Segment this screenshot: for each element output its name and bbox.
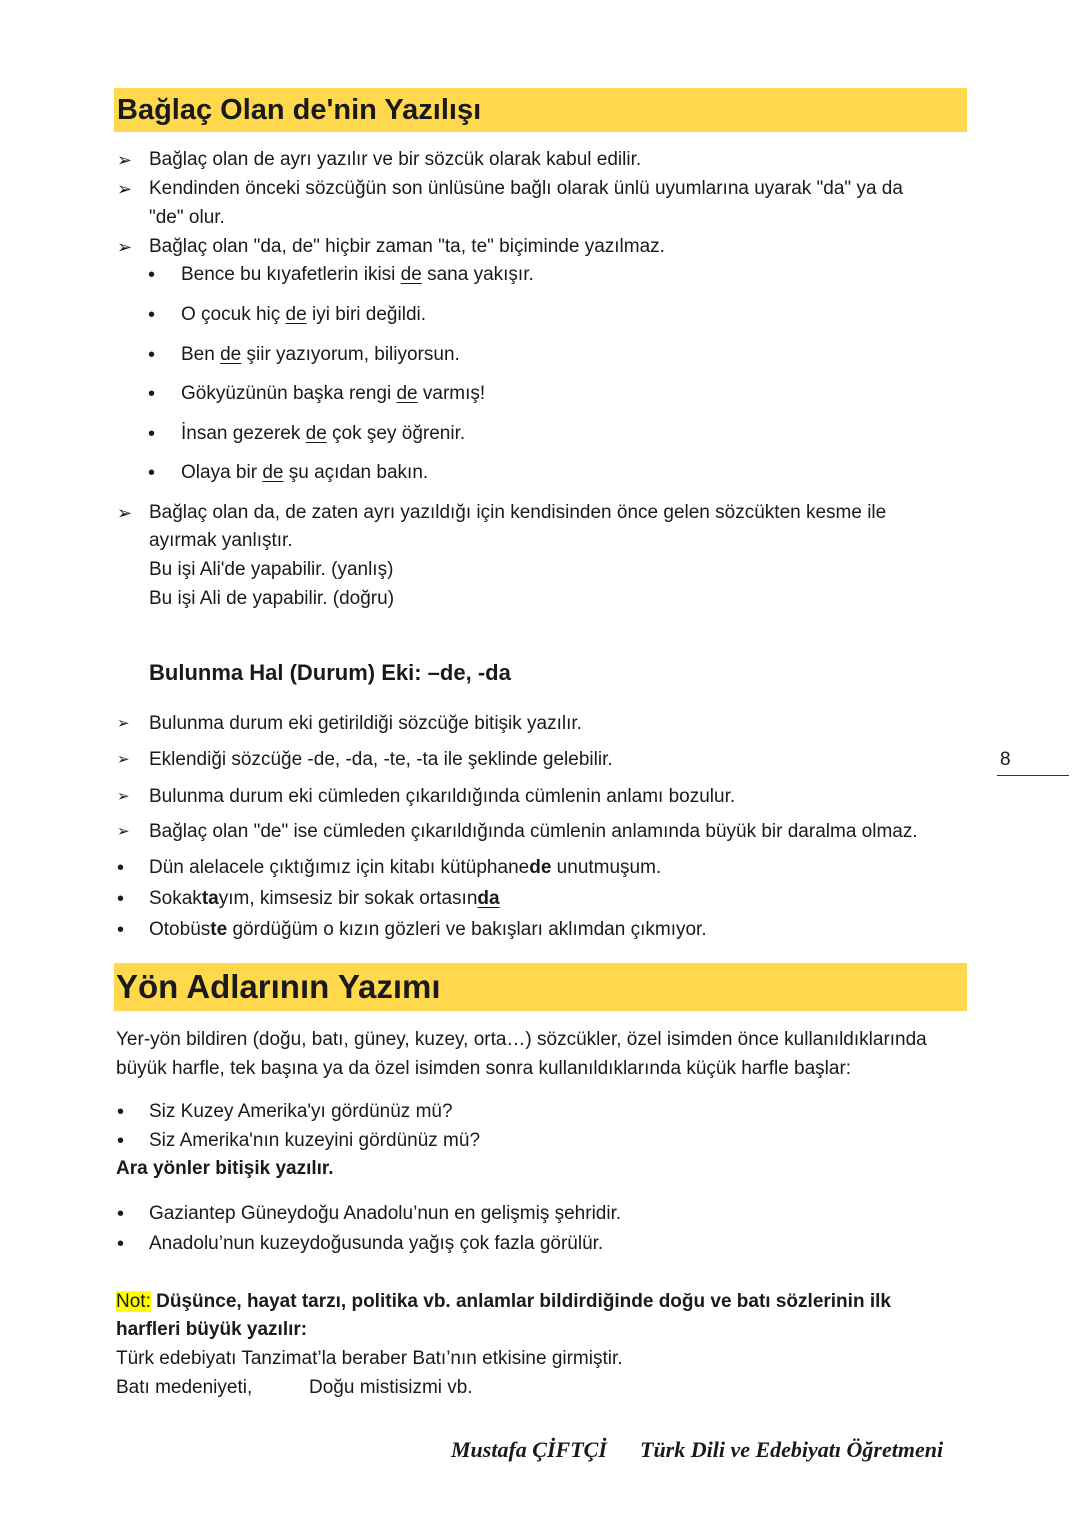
note-example: Doğu mistisizmi vb. xyxy=(309,1377,473,1398)
page-number: 8 xyxy=(1000,749,1011,770)
rule-text: Kendinden önceki sözcüğün son ünlüsüne bağlı olarak ünlü uyumlarına uyarak "da" ya da xyxy=(149,178,903,199)
example-sentence: Bence bu kıyafetlerin ikisi de sana yakışır. xyxy=(181,264,534,285)
rule-text: Bulunma durum eki cümleden çıkarıldığında cümlenin anlamı bozulur. xyxy=(149,786,736,807)
example-sentence: Dün alelacele çıktığımız için kitabı kütüphanede unutmuşum. xyxy=(149,857,662,878)
example-sentence: Sokaktayım, kimsesiz bir sokak ortasında xyxy=(149,888,500,909)
arrow-bullet-icon: ➢ xyxy=(117,715,130,732)
arrow-bullet-icon: ➢ xyxy=(117,503,133,523)
rule-text: Bağlaç olan de ayrı yazılır ve bir sözcük olarak kabul edilir. xyxy=(149,149,642,170)
section-title-bar xyxy=(114,88,967,132)
bullet-icon: • xyxy=(117,857,125,879)
bullet-icon: • xyxy=(117,1130,125,1152)
section-title: Bağlaç Olan de'nin Yazılışı xyxy=(117,94,482,126)
note-label: Not: xyxy=(116,1291,151,1312)
bullet-icon: • xyxy=(148,462,156,484)
bullet-icon: • xyxy=(117,919,125,941)
section-title: Yön Adlarının Yazımı xyxy=(116,968,441,1005)
bold-rule: Ara yönler bitişik yazılır. xyxy=(116,1158,334,1179)
note-example: Batı medeniyeti, xyxy=(116,1377,253,1398)
section-title-bar xyxy=(114,963,967,1011)
rule-text: Bağlaç olan "de" ise cümleden çıkarıldığında cümlenin anlamında büyük bir daralma olmaz. xyxy=(149,821,918,842)
subheading: Bulunma Hal (Durum) Eki: –de, -da xyxy=(149,660,511,685)
rule-text: Bulunma durum eki getirildiği sözcüğe bitişik yazılır. xyxy=(149,713,582,734)
example-sentence: O çocuk hiç de iyi biri değildi. xyxy=(181,304,427,325)
example-sentence: Siz Amerika'nın kuzeyini gördünüz mü? xyxy=(149,1130,481,1151)
example-sentence: İnsan gezerek de çok şey öğrenir. xyxy=(181,423,466,444)
example-sentence: Anadolu’nun kuzeydoğusunda yağış çok fazla görülür. xyxy=(149,1233,604,1254)
wrong-example: Bu işi Ali'de yapabilir. (yanlış) xyxy=(149,559,394,580)
bullet-icon: • xyxy=(117,1203,125,1225)
bullet-icon: • xyxy=(148,423,156,445)
arrow-bullet-icon: ➢ xyxy=(117,179,133,199)
paragraph-text: büyük harfle, tek başına ya da özel isimden sonra kullanıldıklarında küçük harfle başlar: xyxy=(116,1058,852,1079)
bullet-icon: • xyxy=(117,1233,125,1255)
bullet-icon: • xyxy=(148,383,156,405)
note-text: Not: Düşünce, hayat tarzı, politika vb. anlamlar bildirdiğinde doğu ve batı sözlerinin ilk xyxy=(116,1291,891,1312)
bullet-icon: • xyxy=(117,888,125,910)
example-sentence: Otobüste gördüğüm o kızın gözleri ve bakışları aklımdan çıkmıyor. xyxy=(149,919,707,940)
rule-text: ayırmak yanlıştır. xyxy=(149,530,293,551)
arrow-bullet-icon: ➢ xyxy=(117,751,130,768)
footer-role: Türk Dili ve Edebiyatı Öğretmeni xyxy=(640,1437,944,1462)
paragraph-text: Yer-yön bildiren (doğu, batı, güney, kuzey, orta…) sözcükler, özel isimden önce kullanıldıklarında xyxy=(116,1029,927,1050)
example-sentence: Gaziantep Güneydoğu Anadolu’nun en gelişmiş şehridir. xyxy=(149,1203,622,1224)
note-text: harfleri büyük yazılır: xyxy=(116,1319,308,1340)
example-sentence: Ben de şiir yazıyorum, biliyorsun. xyxy=(181,344,460,365)
arrow-bullet-icon: ➢ xyxy=(117,823,130,840)
arrow-bullet-icon: ➢ xyxy=(117,150,133,170)
arrow-bullet-icon: ➢ xyxy=(117,237,133,257)
correct-example: Bu işi Ali de yapabilir. (doğru) xyxy=(149,588,395,609)
note-example: Türk edebiyatı Tanzimat’la beraber Batı’nın etkisine girmiştir. xyxy=(116,1348,623,1369)
bullet-icon: • xyxy=(148,264,156,286)
arrow-bullet-icon: ➢ xyxy=(117,788,130,805)
rule-text: Eklendiği sözcüğe -de, -da, -te, -ta ile şeklinde gelebilir. xyxy=(149,749,613,770)
example-sentence: Olaya bir de şu açıdan bakın. xyxy=(181,462,429,483)
bullet-icon: • xyxy=(117,1101,125,1123)
example-sentence: Siz Kuzey Amerika'yı gördünüz mü? xyxy=(149,1101,453,1122)
page-number-rule xyxy=(997,775,1069,776)
bullet-icon: • xyxy=(148,344,156,366)
bullet-icon: • xyxy=(148,304,156,326)
rule-text: "de" olur. xyxy=(149,207,225,228)
example-sentence: Gökyüzünün başka rengi de varmış! xyxy=(181,383,486,404)
rule-text: Bağlaç olan da, de zaten ayrı yazıldığı için kendisinden önce gelen sözcükten kesme ile xyxy=(149,502,887,523)
footer-author: Mustafa ÇİFTÇİ xyxy=(451,1437,607,1462)
rule-text: Bağlaç olan "da, de" hiçbir zaman "ta, te" biçiminde yazılmaz. xyxy=(149,236,665,257)
